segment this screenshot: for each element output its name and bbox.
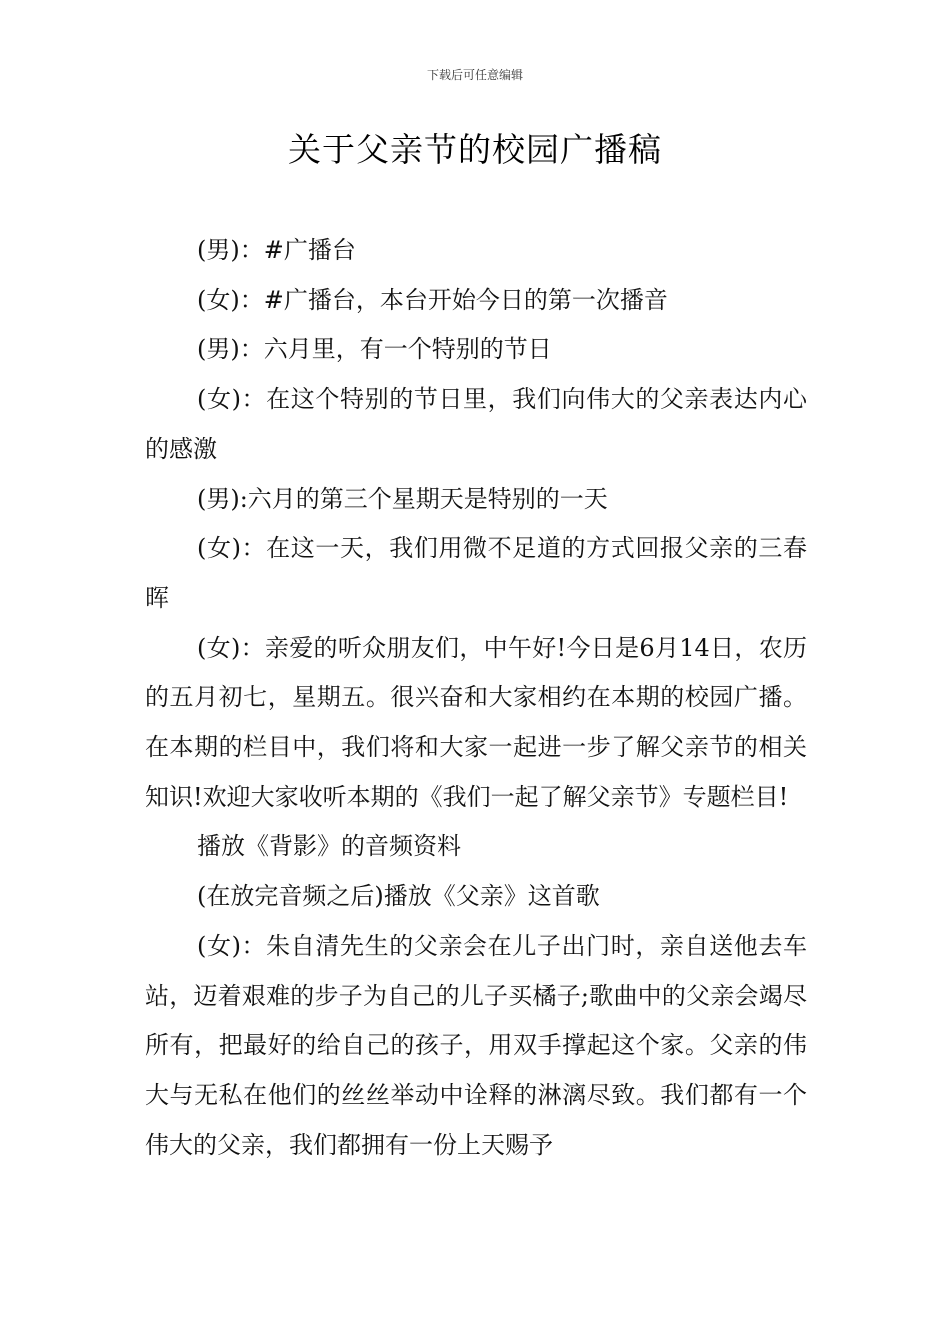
paragraph: (女)：朱自清先生的父亲会在儿子出门时，亲自送他去车站，迈着艰难的步子为自己的儿子买橘子;歌曲中的父亲会竭尽所有，把最好的给自己的孩子，用双手撑起这个家。父亲的伟大与无私在他们的丝丝举动中诠释的淋漓尽致。我们都有一个伟大的父亲，我们都拥有一份上天赐予: [145, 931, 807, 1159]
paragraph: (男):六月的第三个星期天是特别的一天: [197, 484, 608, 513]
paragraph: (男)：六月里，有一个特别的节日: [197, 335, 552, 364]
header-note: 下载后可任意编辑: [426, 68, 523, 82]
paragraph: (男)：#广播台: [197, 236, 356, 264]
document-title: 关于父亲节的校园广播稿: [288, 130, 662, 169]
paragraph: (女)：亲爱的听众朋友们，中午好!今日是6月14日，农历的五月初七，星期五。很兴奋和大家相约在本期的校园广播。在本期的栏目中，我们将和大家一起进一步了解父亲节的相关知识!欢迎大家收听本期的《我们一起了解父亲节》专题栏目!: [145, 633, 807, 811]
paragraph: (女)：在这个特别的节日里，我们向伟大的父亲表达内心的感激: [145, 385, 807, 463]
document-body: [145, 226, 807, 1170]
paragraph: (女)：#广播台，本台开始今日的第一次播音: [197, 285, 668, 314]
paragraph: 播放《背影》的音频资料: [197, 832, 461, 861]
paragraph: (在放完音频之后)播放《父亲》这首歌: [197, 882, 600, 911]
paragraph: (女)：在这一天，我们用微不足道的方式回报父亲的三春晖: [145, 534, 807, 612]
